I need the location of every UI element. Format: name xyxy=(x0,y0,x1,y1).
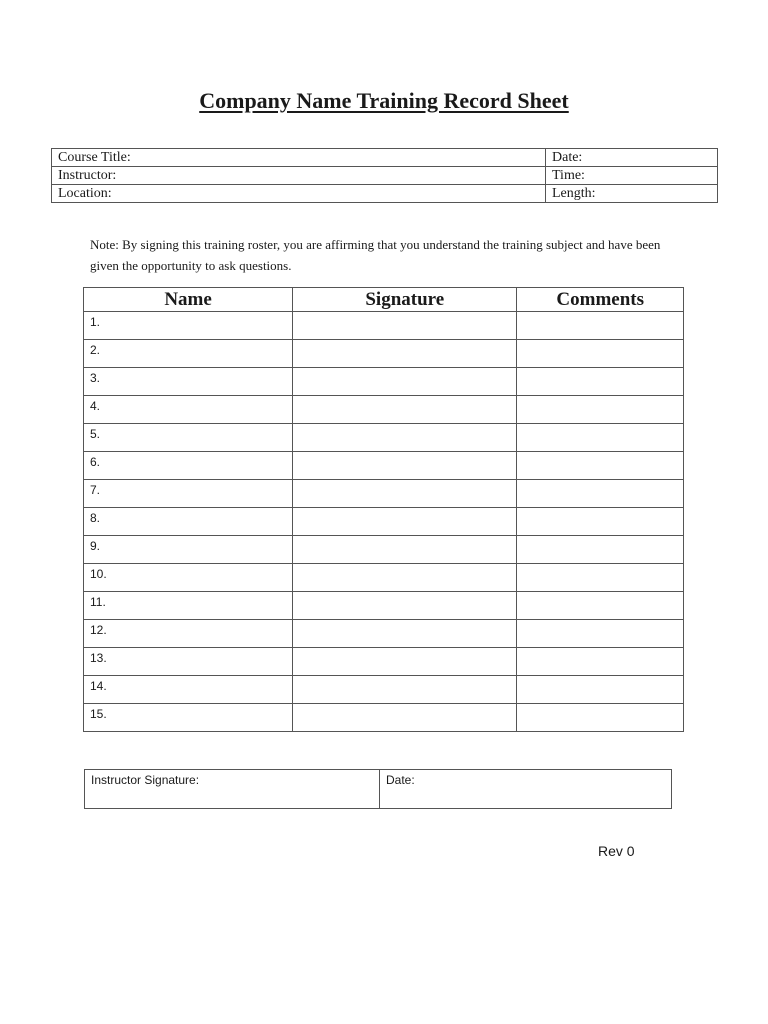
revision-label: Rev 0 xyxy=(598,843,635,859)
name-cell[interactable]: 15. xyxy=(84,704,293,732)
name-cell[interactable]: 5. xyxy=(84,424,293,452)
course-title-label[interactable]: Course Title: xyxy=(52,149,546,167)
name-cell[interactable]: 8. xyxy=(84,508,293,536)
length-label[interactable]: Length: xyxy=(546,185,718,203)
location-label[interactable]: Location: xyxy=(52,185,546,203)
comments-cell[interactable] xyxy=(517,312,684,340)
comments-cell[interactable] xyxy=(517,396,684,424)
name-cell[interactable]: 13. xyxy=(84,648,293,676)
name-cell[interactable]: 11. xyxy=(84,592,293,620)
signature-cell[interactable] xyxy=(293,564,517,592)
comments-cell[interactable] xyxy=(517,564,684,592)
comments-cell[interactable] xyxy=(517,592,684,620)
course-info-row xyxy=(52,167,718,185)
signature-cell[interactable] xyxy=(293,480,517,508)
name-cell[interactable]: 4. xyxy=(84,396,293,424)
signature-cell[interactable] xyxy=(293,424,517,452)
comments-cell[interactable] xyxy=(517,620,684,648)
instructor-signoff-table xyxy=(84,769,672,809)
signature-cell[interactable] xyxy=(293,368,517,396)
roster-body xyxy=(84,312,684,732)
signature-cell[interactable] xyxy=(293,648,517,676)
signature-cell[interactable] xyxy=(293,592,517,620)
roster-row xyxy=(84,340,684,368)
name-column-header: Name xyxy=(84,288,293,312)
roster-row xyxy=(84,424,684,452)
signoff-row xyxy=(85,770,672,809)
name-cell[interactable]: 3. xyxy=(84,368,293,396)
roster-row xyxy=(84,508,684,536)
roster-row xyxy=(84,676,684,704)
roster-row xyxy=(84,536,684,564)
signature-cell[interactable] xyxy=(293,620,517,648)
comments-cell[interactable] xyxy=(517,452,684,480)
signature-cell[interactable] xyxy=(293,704,517,732)
roster-row xyxy=(84,368,684,396)
page-title: Company Name Training Record Sheet xyxy=(199,88,569,113)
comments-cell[interactable] xyxy=(517,676,684,704)
comments-cell[interactable] xyxy=(517,480,684,508)
comments-cell[interactable] xyxy=(517,648,684,676)
name-cell[interactable]: 2. xyxy=(84,340,293,368)
comments-cell[interactable] xyxy=(517,340,684,368)
comments-cell[interactable] xyxy=(517,704,684,732)
signature-column-header: Signature xyxy=(293,288,517,312)
signature-cell[interactable] xyxy=(293,312,517,340)
signature-cell[interactable] xyxy=(293,676,517,704)
course-info-row xyxy=(52,149,718,167)
course-info-row xyxy=(52,185,718,203)
roster-row xyxy=(84,620,684,648)
comments-cell[interactable] xyxy=(517,368,684,396)
roster-row xyxy=(84,648,684,676)
roster-row xyxy=(84,592,684,620)
instructor-label[interactable]: Instructor: xyxy=(52,167,546,185)
roster-row xyxy=(84,312,684,340)
name-cell[interactable]: 1. xyxy=(84,312,293,340)
signature-cell[interactable] xyxy=(293,340,517,368)
comments-cell[interactable] xyxy=(517,424,684,452)
roster-row xyxy=(84,452,684,480)
name-cell[interactable]: 9. xyxy=(84,536,293,564)
roster-row xyxy=(84,564,684,592)
name-cell[interactable]: 10. xyxy=(84,564,293,592)
time-label[interactable]: Time: xyxy=(546,167,718,185)
name-cell[interactable]: 14. xyxy=(84,676,293,704)
signature-cell[interactable] xyxy=(293,452,517,480)
training-roster-table xyxy=(83,287,684,732)
comments-cell[interactable] xyxy=(517,536,684,564)
comments-column-header: Comments xyxy=(517,288,684,312)
affirmation-note: Note: By signing this training roster, you are affirming that you understand the training subject and have been given the opportunity to ask questions. xyxy=(90,237,661,273)
name-cell[interactable]: 6. xyxy=(84,452,293,480)
roster-row xyxy=(84,704,684,732)
date-label[interactable]: Date: xyxy=(546,149,718,167)
signature-cell[interactable] xyxy=(293,508,517,536)
roster-header-row xyxy=(84,288,684,312)
roster-row xyxy=(84,480,684,508)
comments-cell[interactable] xyxy=(517,508,684,536)
signature-cell[interactable] xyxy=(293,396,517,424)
roster-row xyxy=(84,396,684,424)
course-info-table xyxy=(51,148,718,203)
name-cell[interactable]: 12. xyxy=(84,620,293,648)
name-cell[interactable]: 7. xyxy=(84,480,293,508)
signature-cell[interactable] xyxy=(293,536,517,564)
instructor-signature-field[interactable]: Instructor Signature: xyxy=(85,770,380,809)
signoff-date-field[interactable]: Date: xyxy=(380,770,672,809)
